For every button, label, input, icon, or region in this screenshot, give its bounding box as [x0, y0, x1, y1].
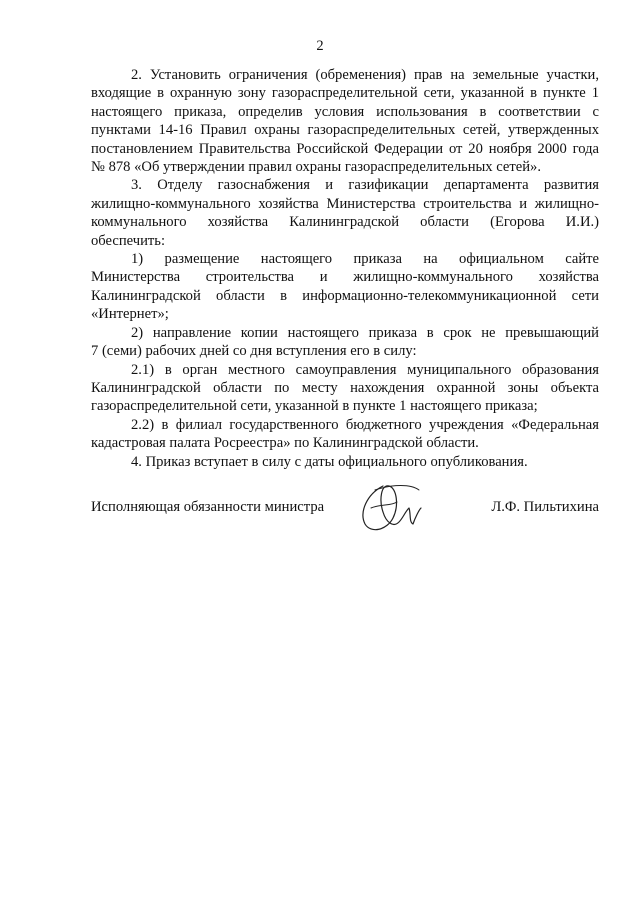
paragraph-item-4 [91, 453, 599, 471]
subitem-2-2 [91, 416, 599, 453]
page-number: 2 [316, 38, 324, 54]
subitem-1 [91, 250, 599, 324]
text-line: 3. Отделу газоснабжения и газификации департамента развития [131, 177, 599, 194]
text-line: 4. Приказ вступает в силу с даты официального опубликования. [131, 453, 528, 470]
text-line: 7 (семи) рабочих дней со дня вступления его в силу: [91, 343, 417, 360]
text-line: «Интернет»; [91, 306, 169, 323]
signatory-name: Л.Ф. Пильтихина [491, 499, 599, 515]
paragraph-item-3 [91, 176, 599, 250]
text-line: 2.1) в орган местного самоуправления муниципального образования [131, 361, 599, 378]
text-line: 1) размещение настоящего приказа на официальном сайте [131, 251, 599, 268]
text-line: Калининградской области в информационно-телекоммуникационной сети [91, 287, 599, 304]
text-line: Министерства строительства и жилищно-коммунального хозяйства [91, 269, 599, 286]
subitem-2 [91, 324, 599, 361]
text-line: газораспределительной сети, указанной в пункте 1 настоящего приказа; [91, 398, 538, 415]
text-line: Калининградской области по месту нахождения охранной зоны объекта [91, 379, 599, 396]
subitem-2-1 [91, 361, 599, 416]
text-line: кадастровая палата Росреестра» по Калининградской области. [91, 435, 479, 452]
text-line: постановлением Правительства Российской Федерации от 20 ноября 2000 года [91, 140, 599, 157]
text-line: обеспечить: [91, 232, 166, 249]
text-line: № 878 «Об утверждении правил охраны газораспределительных сетей». [91, 159, 541, 176]
document-body [91, 66, 599, 471]
signature-block [91, 478, 599, 538]
text-line: коммунального хозяйства Калининградской области (Егорова И.И.) [91, 214, 599, 231]
text-line: настоящего приказа, определив условия использования в соответствии с [91, 103, 599, 120]
text-line: жилищно-коммунального хозяйства Министерства строительства и жилищно- [91, 195, 599, 212]
text-line: пунктами 14-16 Правил охраны газораспределительных сетей, утвержденных [91, 122, 599, 139]
text-line: входящие в охранную зону газораспределительной сети, указанной в пункте 1 [91, 85, 599, 102]
handwritten-signature [353, 478, 433, 538]
text-line: 2. Установить ограничения (обременения) прав на земельные участки, [131, 67, 599, 83]
paragraph-item-2 [91, 66, 599, 176]
signatory-title: Исполняющая обязанности министра [91, 499, 325, 515]
text-line: 2.2) в филиал государственного бюджетного учреждения «Федеральная [131, 416, 599, 433]
text-line: 2) направление копии настоящего приказа в срок не превышающий [131, 324, 599, 341]
